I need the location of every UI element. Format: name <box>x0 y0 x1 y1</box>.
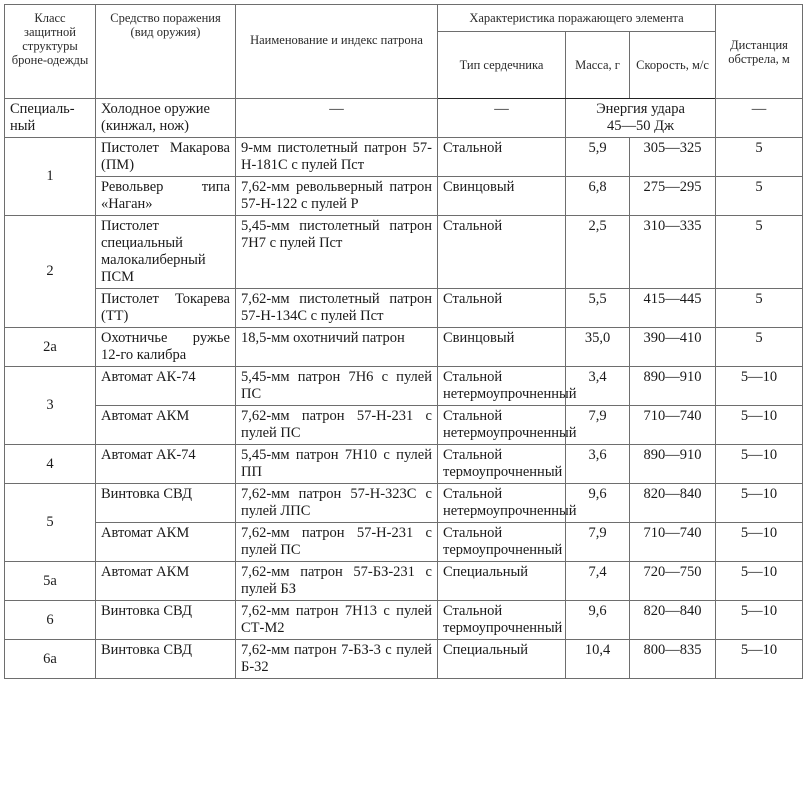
table-row <box>5 523 803 562</box>
cell-distance: 5 <box>716 289 803 328</box>
cell-mass: 2,5 <box>566 216 630 289</box>
cell-core: Стальной нетермоупрочненный <box>438 406 566 445</box>
cell-weapon: Охотничье ружье 12-го калибра <box>96 328 236 367</box>
cell-mass: 3,6 <box>566 445 630 484</box>
cell-weapon: Автомат АКМ <box>96 523 236 562</box>
cell-distance: 5—10 <box>716 484 803 523</box>
cell-cartridge: 5,45-мм патрон 7Н6 с пулей ПС <box>236 367 438 406</box>
cell-mass: 35,0 <box>566 328 630 367</box>
cell-core: Стальной <box>438 216 566 289</box>
cell-class: 6а <box>5 640 96 679</box>
header-weapon: Средство поражения (вид оружия) <box>96 5 236 99</box>
cell-weapon: Пистолет Токарева (ТТ) <box>96 289 236 328</box>
table-row <box>5 328 803 367</box>
cell-mass: 5,5 <box>566 289 630 328</box>
header-core: Тип сердечника <box>438 32 566 99</box>
cell-weapon: Винтовка СВД <box>96 601 236 640</box>
cell-mass: 10,4 <box>566 640 630 679</box>
cell-core: Стальной <box>438 138 566 177</box>
cell-cartridge: 7,62-мм патрон 7-БЗ-3 с пулей Б-32 <box>236 640 438 679</box>
cell-core: Стальной нетермоупрочненный <box>438 367 566 406</box>
cell-cartridge: — <box>236 99 438 138</box>
cell-core: Свинцовый <box>438 328 566 367</box>
header-class: Класс защитной структуры броне-одежды <box>5 5 96 99</box>
cell-weapon: Пистолет Макарова (ПМ) <box>96 138 236 177</box>
cell-velocity: 310—335 <box>630 216 716 289</box>
cell-distance: 5—10 <box>716 640 803 679</box>
cell-distance: — <box>716 99 803 138</box>
cell-cartridge: 7,62-мм револьверный патрон 57-Н-122 с пулей Р <box>236 177 438 216</box>
cell-weapon: Холодное оружие (кинжал, нож) <box>96 99 236 138</box>
table-row-special <box>5 99 803 138</box>
cell-velocity: 720—750 <box>630 562 716 601</box>
cell-core: Специальный <box>438 640 566 679</box>
cell-weapon: Автомат АКМ <box>96 562 236 601</box>
cell-class: 2 <box>5 216 96 328</box>
cell-class: 5а <box>5 562 96 601</box>
cell-distance: 5—10 <box>716 406 803 445</box>
table-row <box>5 601 803 640</box>
cell-class: 6 <box>5 601 96 640</box>
cell-distance: 5—10 <box>716 601 803 640</box>
cell-cartridge: 7,62-мм патрон 57-БЗ-231 с пулей БЗ <box>236 562 438 601</box>
cell-core: Стальной термоупрочненный <box>438 523 566 562</box>
cell-core: Стальной термоупрочненный <box>438 601 566 640</box>
cell-class: Специаль-ный <box>5 99 96 138</box>
cell-velocity: 820—840 <box>630 601 716 640</box>
cell-class: 2а <box>5 328 96 367</box>
cell-velocity: 820—840 <box>630 484 716 523</box>
cell-class: 4 <box>5 445 96 484</box>
cell-velocity: 415—445 <box>630 289 716 328</box>
cell-mass: 7,4 <box>566 562 630 601</box>
cell-velocity: 390—410 <box>630 328 716 367</box>
cell-mass: 9,6 <box>566 601 630 640</box>
table-row <box>5 406 803 445</box>
header-distance: Дистанция обстрела, м <box>716 5 803 99</box>
cell-mass: 9,6 <box>566 484 630 523</box>
table-row <box>5 445 803 484</box>
cell-distance: 5—10 <box>716 562 803 601</box>
header-velocity: Скорость, м/с <box>630 32 716 99</box>
cell-class: 5 <box>5 484 96 562</box>
cell-weapon: Пистолет специальный малокалиберный ПСМ <box>96 216 236 289</box>
cell-core: Стальной нетермоупрочненный <box>438 484 566 523</box>
cell-velocity: 710—740 <box>630 523 716 562</box>
cell-velocity: 890—910 <box>630 445 716 484</box>
cell-weapon: Автомат АКМ <box>96 406 236 445</box>
cell-weapon: Автомат АК-74 <box>96 445 236 484</box>
cell-class: 1 <box>5 138 96 216</box>
cell-core: Стальной <box>438 289 566 328</box>
cell-mass: 3,4 <box>566 367 630 406</box>
cell-distance: 5—10 <box>716 523 803 562</box>
cell-distance: 5 <box>716 328 803 367</box>
cell-core: Специальный <box>438 562 566 601</box>
cell-velocity: 275—295 <box>630 177 716 216</box>
cell-core: Свинцовый <box>438 177 566 216</box>
cell-weapon: Винтовка СВД <box>96 640 236 679</box>
cell-velocity: 710—740 <box>630 406 716 445</box>
cell-weapon: Револьвер типа «Наган» <box>96 177 236 216</box>
cell-weapon: Винтовка СВД <box>96 484 236 523</box>
cell-core: — <box>438 99 566 138</box>
cell-distance: 5 <box>716 138 803 177</box>
table-row <box>5 562 803 601</box>
cell-cartridge: 7,62-мм патрон 57-Н-323С с пулей ЛПС <box>236 484 438 523</box>
cell-core: Стальной термоупрочненный <box>438 445 566 484</box>
table-row <box>5 177 803 216</box>
cell-mass: 7,9 <box>566 406 630 445</box>
armor-protection-class-table <box>4 4 803 679</box>
header-cartridge: Наименование и индекс патрона <box>236 5 438 99</box>
table-row <box>5 289 803 328</box>
cell-distance: 5 <box>716 216 803 289</box>
cell-velocity: 800—835 <box>630 640 716 679</box>
header-element-group: Характеристика поражающего элемента <box>438 5 716 32</box>
cell-cartridge: 18,5-мм охотничий патрон <box>236 328 438 367</box>
cell-cartridge: 7,62-мм патрон 57-Н-231 с пулей ПС <box>236 406 438 445</box>
cell-distance: 5—10 <box>716 367 803 406</box>
cell-cartridge: 5,45-мм патрон 7Н10 с пулей ПП <box>236 445 438 484</box>
cell-cartridge: 7,62-мм патрон 7Н13 с пулей СТ-М2 <box>236 601 438 640</box>
cell-mass: 6,8 <box>566 177 630 216</box>
cell-mass: 7,9 <box>566 523 630 562</box>
header-mass: Масса, г <box>566 32 630 99</box>
cell-cartridge: 5,45-мм пистолетный патрон 7Н7 с пулей Пст <box>236 216 438 289</box>
cell-weapon: Автомат АК-74 <box>96 367 236 406</box>
cell-energy: Энергия удара 45—50 Дж <box>566 99 716 138</box>
cell-velocity: 890—910 <box>630 367 716 406</box>
cell-cartridge: 7,62-мм пистолетный патрон 57-Н-134С с пулей Пст <box>236 289 438 328</box>
cell-distance: 5—10 <box>716 445 803 484</box>
cell-cartridge: 7,62-мм патрон 57-Н-231 с пулей ПС <box>236 523 438 562</box>
cell-distance: 5 <box>716 177 803 216</box>
table-row <box>5 367 803 406</box>
cell-class: 3 <box>5 367 96 445</box>
table-row <box>5 484 803 523</box>
cell-velocity: 305—325 <box>630 138 716 177</box>
cell-cartridge: 9-мм пистолетный патрон 57-Н-181С с пулей Пст <box>236 138 438 177</box>
table-row <box>5 640 803 679</box>
cell-mass: 5,9 <box>566 138 630 177</box>
table-row <box>5 138 803 177</box>
table-row <box>5 216 803 289</box>
